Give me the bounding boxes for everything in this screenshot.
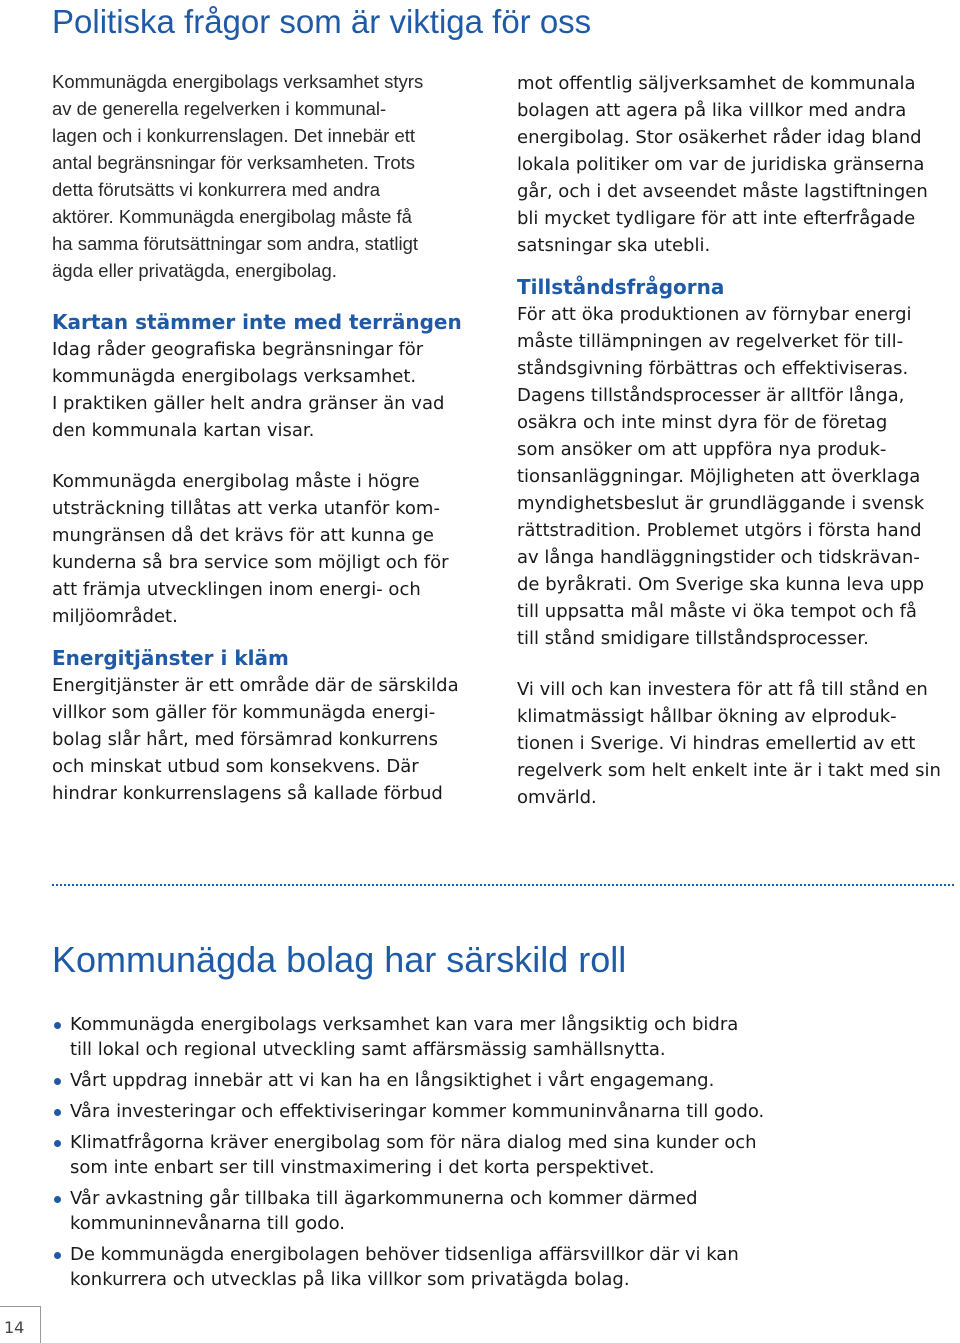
text-line: tionen i Sverige. Vi hindras emellertid av ett — [517, 733, 916, 754]
left-column — [52, 68, 492, 807]
text-line: mungränsen då det krävs för att kunna ge — [52, 525, 434, 546]
text-line: går, och i det avseendet måste lagstiftningen — [517, 181, 928, 202]
text-line: Idag råder geografiska begränsningar för — [52, 339, 424, 360]
text-line: antal begränsningar för verksamheten. Trots — [52, 152, 415, 173]
heading-energy-services: Energitjänster i kläm — [52, 646, 289, 670]
paragraph-geographic-limits — [52, 336, 492, 444]
bullet-dot-icon — [54, 1022, 61, 1029]
text-line: För att öka produktionen av förnybar energi — [517, 304, 912, 325]
text-line: Vi vill och kan investera för att få till stånd en — [517, 679, 928, 700]
page-title: Politiska frågor som är viktiga för oss — [52, 3, 592, 40]
text-line: I praktiken gäller helt andra gränser än vad — [52, 393, 445, 414]
text-line: Kommunägda energibolags verksamhet styrs — [52, 71, 424, 92]
intro-paragraph — [52, 68, 492, 284]
text-line: ståndsgivning förbättras och effektiviseras. — [517, 358, 909, 379]
bullet-dot-icon — [54, 1196, 61, 1203]
bullet-text: kommuninnevånarna till godo. — [70, 1213, 346, 1234]
bullet-item — [52, 1186, 952, 1236]
section-title: Kommunägda bolag har särskild roll — [52, 939, 627, 980]
text-line: kommunägda energibolags verksamhet. — [52, 366, 417, 387]
text-line: till stånd smidigare tillståndsprocesser. — [517, 628, 869, 649]
bullet-item — [52, 1068, 952, 1093]
text-line: utsträckning tillåtas att verka utanför kom- — [52, 498, 440, 519]
text-line: osäkra och inte minst dyra för de företag — [517, 412, 888, 433]
bullet-text: Våra investeringar och effektiviseringar kommer kommuninvånarna till godo. — [70, 1101, 765, 1122]
text-line: och minskat utbud som konsekvens. Där — [52, 756, 419, 777]
text-line: energibolag. Stor osäkerhet råder idag bland — [517, 127, 922, 148]
text-line: som ansöker om att uppföra nya produk- — [517, 439, 887, 460]
dotted-divider — [52, 884, 954, 886]
bullet-text: konkurrera och utvecklas på lika villkor som privatägda bolag. — [70, 1269, 630, 1290]
text-line: bli mycket tydligare för att inte efterfrågade — [517, 208, 916, 229]
text-line: lagen och i konkurrenslagen. Det innebär ett — [52, 125, 416, 146]
heading-permits: Tillståndsfrågorna — [517, 275, 725, 299]
bullet-list — [52, 1012, 952, 1298]
text-line: klimatmässigt hållbar ökning av elproduk- — [517, 706, 897, 727]
heading-map-terrain: Kartan stämmer inte med terrängen — [52, 310, 462, 334]
bullet-dot-icon — [54, 1140, 61, 1147]
text-line: mot offentlig säljverksamhet de kommunala — [517, 73, 916, 94]
text-line: detta förutsätts vi konkurrera med andra — [52, 179, 381, 200]
bullet-dot-icon — [54, 1078, 61, 1085]
bullet-dot-icon — [54, 1109, 61, 1116]
paragraph-energy-services — [52, 672, 492, 807]
text-line: kunderna så bra service som möjligt och för — [52, 552, 449, 573]
bullet-text: som inte enbart ser till vinstmaximering i det korta perspektivet. — [70, 1157, 655, 1178]
bullet-item — [52, 1012, 952, 1062]
text-line: regelverk som helt enkelt inte är i takt med sin — [517, 760, 941, 781]
text-line: bolag slår hårt, med försämrad konkurrens — [52, 729, 438, 750]
right-column — [517, 70, 957, 811]
paragraph-invest — [517, 676, 957, 811]
paragraph-sales-ban — [517, 70, 957, 259]
text-line: omvärld. — [517, 787, 597, 808]
bullet-text: De kommunägda energibolagen behöver tidsenliga affärsvillkor där vi kan — [70, 1244, 739, 1265]
paragraph-operate-outside — [52, 468, 492, 630]
text-line: ha samma förutsättningar som andra, statligt — [52, 233, 419, 254]
bullet-dot-icon — [54, 1252, 61, 1259]
text-line: Dagens tillståndsprocesser är alltför långa, — [517, 385, 905, 406]
text-line: Energitjänster är ett område där de särskilda — [52, 675, 459, 696]
bullet-item — [52, 1242, 952, 1292]
text-line: Kommunägda energibolag måste i högre — [52, 471, 420, 492]
text-line: måste tillämpningen av regelverket för till- — [517, 331, 904, 352]
bullet-text: Klimatfrågorna kräver energibolag som för nära dialog med sina kunder och — [70, 1132, 757, 1153]
text-line: att främja utvecklingen inom energi- och — [52, 579, 421, 600]
text-line: den kommunala kartan visar. — [52, 420, 315, 441]
text-line: de byråkrati. Om Sverige ska kunna leva upp — [517, 574, 925, 595]
paragraph-permits — [517, 301, 957, 652]
text-line: hindrar konkurrenslagens så kallade förbud — [52, 783, 443, 804]
bullet-text: Kommunägda energibolags verksamhet kan vara mer långsiktig och bidra — [70, 1014, 739, 1035]
bullet-text: till lokal och regional utveckling samt affärsmässig samhällsnytta. — [70, 1039, 666, 1060]
bullet-text: Vår avkastning går tillbaka till ägarkommunerna och kommer därmed — [70, 1188, 698, 1209]
text-line: villkor som gäller för kommunägda energi- — [52, 702, 436, 723]
text-line: tionsanläggningar. Möjligheten att överklaga — [517, 466, 921, 487]
text-line: av långa handläggningstider och tidskrävan- — [517, 547, 920, 568]
page-number: 14 — [4, 1318, 25, 1337]
text-line: bolagen att agera på lika villkor med andra — [517, 100, 907, 121]
text-line: av de generella regelverken i kommunal- — [52, 98, 387, 119]
bullet-text: Vårt uppdrag innebär att vi kan ha en långsiktighet i vårt engagemang. — [70, 1070, 715, 1091]
bullet-item — [52, 1130, 952, 1180]
text-line: rättstradition. Problemet utgörs i första hand — [517, 520, 922, 541]
text-line: satsningar ska utebli. — [517, 235, 711, 256]
text-line: miljöområdet. — [52, 606, 178, 627]
text-line: ägda eller privatägda, energibolag. — [52, 260, 337, 281]
bullet-item — [52, 1099, 952, 1124]
text-line: till uppsatta mål måste vi öka tempot och få — [517, 601, 917, 622]
text-line: myndighetsbeslut är grundläggande i svensk — [517, 493, 925, 514]
text-line: aktörer. Kommunägda energibolag måste få — [52, 206, 412, 227]
text-line: lokala politiker om var de juridiska gränserna — [517, 154, 925, 175]
